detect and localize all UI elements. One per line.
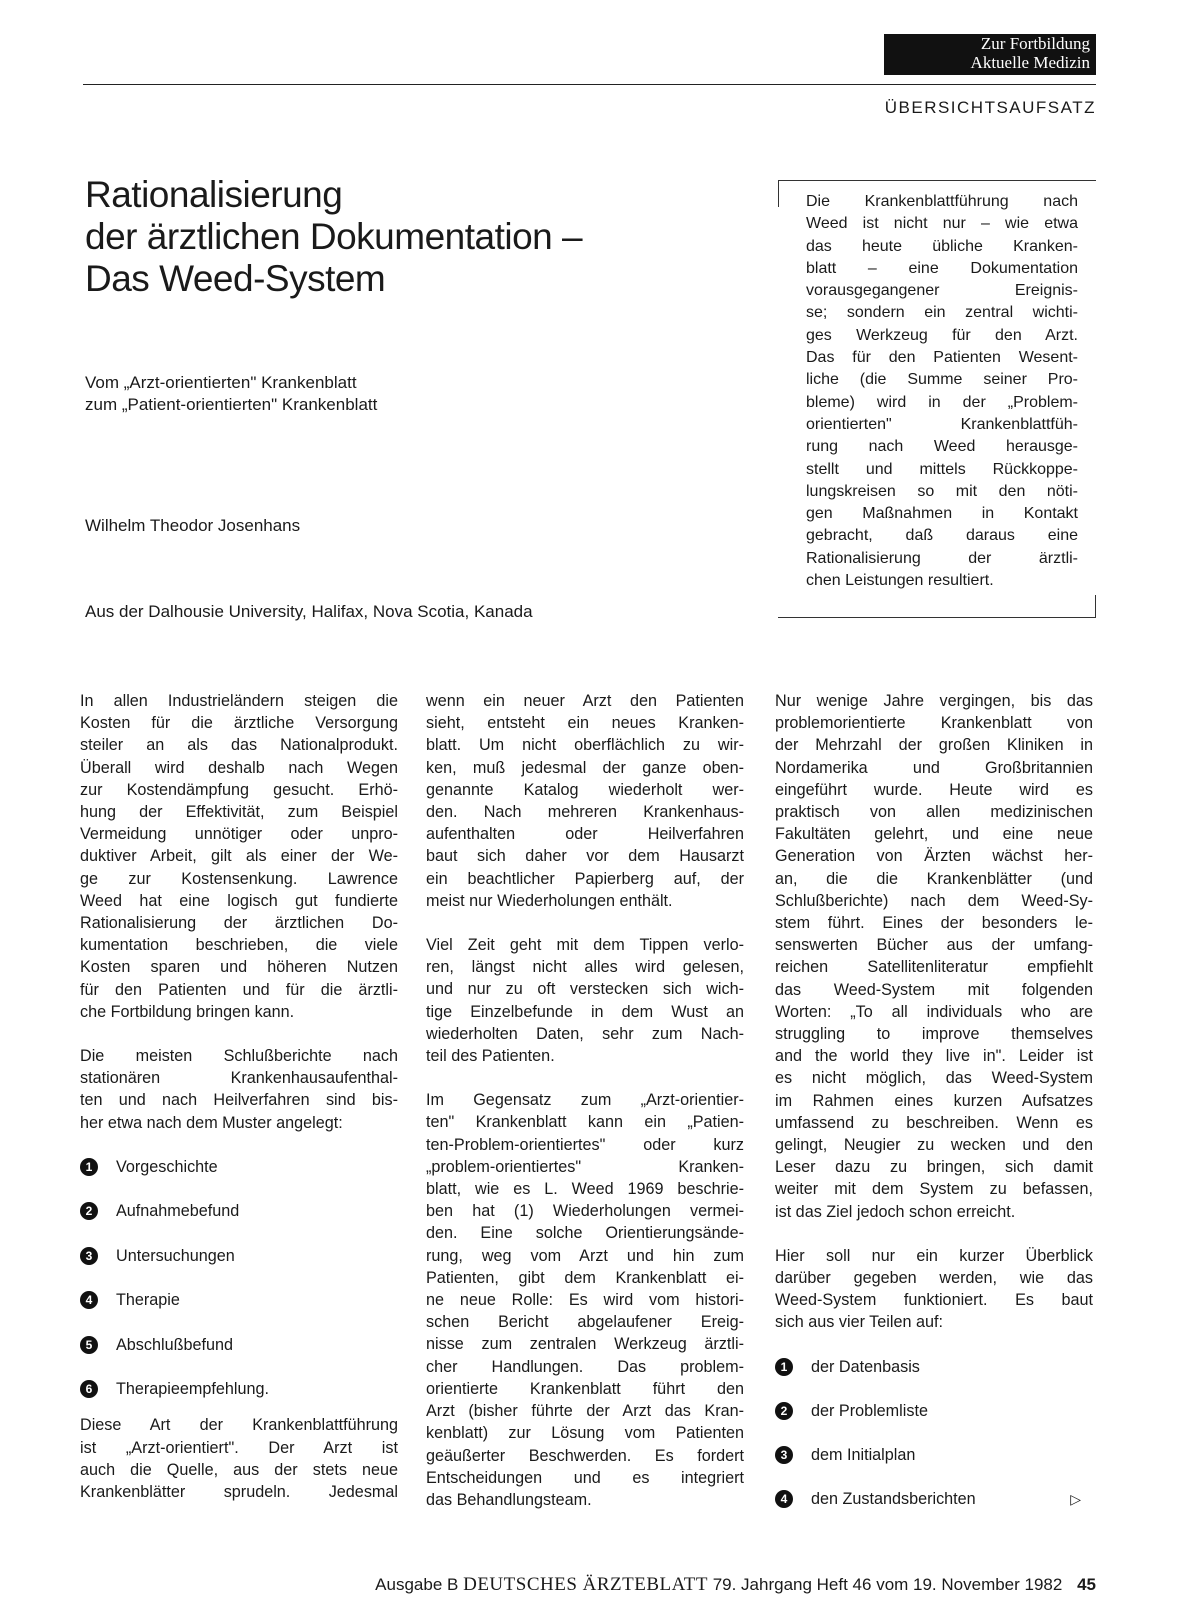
text-line: hung der Effektivität, zum Beispiel bbox=[80, 803, 398, 822]
list-item bbox=[80, 1334, 398, 1356]
section-badge-line1: Zur Fortbildung bbox=[980, 34, 1090, 53]
text-line: Viel Zeit geht mit dem Tippen verlo- bbox=[426, 936, 744, 955]
text-line: Diese Art der Krankenblattführung bbox=[80, 1416, 398, 1435]
text-line: In allen Industrieländern steigen die bbox=[80, 692, 398, 710]
text-line: teil des Patienten. bbox=[426, 1047, 555, 1066]
text-line: den. Eine solche Orientierungsände- bbox=[426, 1224, 744, 1243]
list-item bbox=[80, 1289, 398, 1311]
list-number-badge: 4 bbox=[775, 1490, 793, 1508]
text-line: ren, längst nicht alles wird gelesen, bbox=[426, 958, 744, 977]
list-item-label: Abschlußbefund bbox=[116, 1335, 233, 1354]
abstract-line: blatt – eine Dokumentation bbox=[806, 259, 1078, 277]
list-item bbox=[775, 1356, 1093, 1378]
list-item-label: der Datenbasis bbox=[811, 1357, 920, 1376]
text-line: Patienten, gibt dem Krankenblatt ei- bbox=[426, 1268, 744, 1287]
paragraph bbox=[775, 1245, 1093, 1334]
section-badge bbox=[884, 34, 1096, 75]
footer-journal: DEUTSCHES ÄRZTEBLATT bbox=[463, 1574, 708, 1595]
text-line: ne neue Rolle: Es wird vom histori- bbox=[426, 1291, 744, 1310]
list-item-label: Aufnahmebefund bbox=[116, 1202, 240, 1221]
abstract-line: Rationalisierung der ärztli- bbox=[806, 549, 1078, 567]
text-line: Nur wenige Jahre vergingen, bis das bbox=[775, 692, 1093, 710]
text-line: an, die die Krankenblätter (und bbox=[775, 869, 1093, 888]
list-number-badge: 3 bbox=[80, 1247, 98, 1265]
text-line: nisse zum zentralen Werkzeug ärztli- bbox=[426, 1335, 744, 1354]
author: Wilhelm Theodor Josenhans bbox=[85, 516, 301, 535]
abstract-line: chen Leistungen resultiert. bbox=[806, 572, 994, 590]
section-badge-line2: Aktuelle Medizin bbox=[970, 53, 1090, 72]
text-line: sieht, entsteht ein neues Kranken- bbox=[426, 714, 744, 733]
text-line: ten und nach Heilverfahren sind bis- bbox=[80, 1091, 398, 1110]
subtitle-line: Vom „Arzt-orientierten" Krankenblatt bbox=[85, 373, 357, 392]
abstract-line: orientierten" Krankenblattfüh- bbox=[806, 415, 1078, 433]
text-line: Hier soll nur ein kurzer Überblick bbox=[775, 1246, 1093, 1265]
subtitle-line: zum „Patient-orientierten" Krankenblatt bbox=[85, 395, 378, 414]
title-line: Rationalisierung bbox=[85, 174, 343, 215]
text-line: darüber gegeben werden, wie das bbox=[775, 1269, 1093, 1288]
text-line: ein beachtlicher Papierberg auf, der bbox=[426, 869, 744, 888]
text-line: Kosten für die ärztliche Versorgung bbox=[80, 714, 398, 733]
text-line: für den Patienten und für die ärztli- bbox=[80, 980, 398, 999]
text-line: problemorientierte Krankenblatt von bbox=[775, 714, 1093, 733]
text-line: weiter mit dem System zu befassen, bbox=[775, 1180, 1093, 1199]
column-3 bbox=[775, 690, 1093, 1532]
text-line: Weed-System funktioniert. Es baut bbox=[775, 1291, 1093, 1310]
abstract-text bbox=[806, 191, 1078, 592]
paragraph bbox=[80, 690, 398, 1023]
abstract-line: das heute übliche Kranken- bbox=[806, 237, 1078, 255]
text-line: auch die Quelle, aus der stets neue bbox=[80, 1460, 398, 1479]
text-line: Generation von Ärzten wächst her- bbox=[775, 847, 1093, 866]
text-line: und nur zu oft verstecken sich wich- bbox=[426, 980, 744, 999]
text-line: reichen Satellitenliteratur empfiehlt bbox=[775, 958, 1093, 977]
list-item-label: Therapie bbox=[116, 1291, 180, 1310]
text-line: gelingt, Neugier zu wecken und den bbox=[775, 1136, 1093, 1155]
text-line: kenblatt) zur Lösung vom Patienten bbox=[426, 1424, 744, 1443]
list-item bbox=[775, 1400, 1093, 1422]
text-line: eingeführt wurde. Heute wird es bbox=[775, 780, 1093, 799]
text-line: zur Kostendämpfung gesucht. Erhö- bbox=[80, 780, 398, 799]
abstract-line: gen Maßnahmen in Kontakt bbox=[806, 505, 1078, 523]
abstract-line: Weed ist nicht nur – wie etwa bbox=[806, 215, 1078, 233]
affiliation: Aus der Dalhousie University, Halifax, Nova Scotia, Kanada bbox=[85, 602, 533, 621]
text-line: orientierte Krankenblatt führt den bbox=[426, 1379, 744, 1398]
text-line: ge zur Kostensenkung. Lawrence bbox=[80, 869, 398, 888]
abstract-line: Die Krankenblattführung nach bbox=[806, 193, 1078, 210]
text-line: ist „Arzt-orientiert". Der Arzt ist bbox=[80, 1438, 398, 1457]
text-line: ten" Krankenblatt kann ein „Patien- bbox=[426, 1113, 744, 1132]
text-line: Schlußberichte) nach dem Weed-Sy- bbox=[775, 891, 1093, 910]
header-rule bbox=[83, 84, 1096, 85]
text-line: Nordamerika und Großbritannien bbox=[775, 758, 1093, 777]
text-line: Weed hat eine logisch gut fundierte bbox=[80, 891, 398, 910]
paragraph bbox=[80, 1414, 398, 1503]
abstract-line: lungskreisen so mit den nöti- bbox=[806, 482, 1078, 500]
list-item-label: dem Initialplan bbox=[811, 1445, 916, 1464]
text-line: Kosten sparen und höheren Nutzen bbox=[80, 958, 398, 977]
text-line: Vermeidung unnötiger oder unpro- bbox=[80, 825, 398, 844]
text-line: her etwa nach dem Muster angelegt: bbox=[80, 1113, 343, 1132]
text-line: wenn ein neuer Arzt den Patienten bbox=[426, 692, 744, 710]
column-1 bbox=[80, 690, 398, 1525]
list-number-badge: 3 bbox=[775, 1446, 793, 1464]
article-type: ÜBERSICHTSAUFSATZ bbox=[884, 98, 1096, 117]
text-line: ist das Ziel jedoch schon erreicht. bbox=[775, 1202, 1016, 1221]
text-line: Worten: „To all individuals who are bbox=[775, 1002, 1093, 1021]
abstract-line: gebracht, daß daraus eine bbox=[806, 527, 1078, 545]
page-footer bbox=[0, 1574, 1096, 1596]
abstract-line: liche (die Summe seiner Pro- bbox=[806, 371, 1078, 389]
abstract-line: se; sondern ein zentral wichti- bbox=[806, 304, 1078, 322]
text-line: and the world they live in". Leider ist bbox=[775, 1047, 1093, 1066]
text-line: im Rahmen eines kurzen Aufsatzes bbox=[775, 1091, 1093, 1110]
text-line: es nicht möglich, das Weed-System bbox=[775, 1069, 1093, 1088]
text-line: Überall wird deshalb nach Wegen bbox=[80, 758, 398, 777]
text-line: ken, muß jedesmal der ganze oben- bbox=[426, 758, 744, 777]
list-number-badge: 4 bbox=[80, 1291, 98, 1309]
text-line: blatt, wie es L. Weed 1969 beschrie- bbox=[426, 1180, 744, 1199]
paragraph bbox=[426, 934, 744, 1067]
list-number-badge: 5 bbox=[80, 1336, 98, 1354]
text-line: Rationalisierung der ärztlichen Do- bbox=[80, 914, 398, 933]
text-line: struggling to improve themselves bbox=[775, 1025, 1093, 1044]
paragraph bbox=[426, 1089, 744, 1511]
text-line: steiler an als das Nationalprodukt. bbox=[80, 736, 398, 755]
article-subtitle bbox=[85, 372, 377, 416]
abstract-line: stellt und mittels Rückkoppe- bbox=[806, 460, 1078, 478]
abstract-box bbox=[778, 180, 1096, 618]
text-line: praktisch von allen medizinischen bbox=[775, 803, 1093, 822]
text-line: wiederholten Daten, sehr zum Nach- bbox=[426, 1024, 744, 1043]
text-line: tige Einzelbefunde in dem Wust an bbox=[426, 1002, 744, 1021]
text-line: der Mehrzahl der großen Kliniken in bbox=[775, 736, 1093, 755]
text-line: duktiver Arbeit, gilt als einer der We- bbox=[80, 847, 398, 866]
text-line: che Fortbildung bringen kann. bbox=[80, 1002, 295, 1021]
text-line: Die meisten Schlußberichte nach bbox=[80, 1047, 398, 1066]
list-item bbox=[80, 1200, 398, 1222]
text-line: Fakultäten gelehrt, und eine neue bbox=[775, 825, 1093, 844]
text-line: ten-Problem-orientiertes" oder kurz bbox=[426, 1135, 744, 1154]
list-item-label: Untersuchungen bbox=[116, 1246, 235, 1265]
text-line: ben hat (1) Wiederholungen vermei- bbox=[426, 1202, 744, 1221]
text-line: senswerten Bücher aus der umfang- bbox=[775, 936, 1093, 955]
text-line: kumentation beschrieben, die viele bbox=[80, 936, 398, 955]
list-item bbox=[775, 1444, 1093, 1466]
list-item-label: Therapieempfehlung. bbox=[116, 1380, 269, 1399]
text-line: den. Nach mehreren Krankenhaus- bbox=[426, 803, 744, 822]
text-line: stationären Krankenhausaufenthal- bbox=[80, 1069, 398, 1088]
abstract-line: rung nach Weed herausge- bbox=[806, 438, 1078, 456]
list-number-badge: 1 bbox=[80, 1158, 98, 1176]
list-number-badge: 2 bbox=[775, 1402, 793, 1420]
list-item bbox=[80, 1156, 398, 1178]
paragraph bbox=[426, 690, 744, 912]
text-line: Entscheidungen und es integriert bbox=[426, 1468, 744, 1487]
text-line: aufenthalten oder Heilverfahren bbox=[426, 825, 744, 844]
numbered-list bbox=[80, 1156, 398, 1401]
paragraph bbox=[775, 690, 1093, 1223]
text-line: „problem-orientiertes" Kranken- bbox=[426, 1157, 744, 1176]
text-line: meist nur Wiederholungen enthält. bbox=[426, 891, 673, 910]
footer-issue: 79. Jahrgang Heft 46 vom 19. November 1982 bbox=[712, 1575, 1063, 1594]
article-title bbox=[85, 174, 582, 300]
column-2 bbox=[426, 690, 744, 1533]
text-line: das Behandlungsteam. bbox=[426, 1490, 592, 1509]
text-line: rung, weg vom Arzt und hin zum bbox=[426, 1246, 744, 1265]
text-line: das Weed-System mit folgenden bbox=[775, 980, 1093, 999]
list-item bbox=[775, 1488, 1093, 1510]
abstract-line: vorausgegangener Ereignis- bbox=[806, 282, 1078, 300]
list-item-label: der Problemliste bbox=[811, 1401, 928, 1420]
text-line: cher Handlungen. Das problem- bbox=[426, 1357, 744, 1376]
list-number-badge: 6 bbox=[80, 1380, 98, 1398]
list-number-badge: 2 bbox=[80, 1202, 98, 1220]
text-line: Krankenblätter sprudeln. Jedesmal bbox=[80, 1482, 398, 1501]
title-line: Das Weed-System bbox=[85, 258, 386, 299]
abstract-line: bleme) wird in der „Problem- bbox=[806, 393, 1078, 411]
text-line: stem führt. Eines der besonders le- bbox=[775, 914, 1093, 933]
text-line: sich aus vier Teilen auf: bbox=[775, 1313, 943, 1332]
footer-edition: Ausgabe B bbox=[375, 1575, 459, 1594]
list-number-badge: 1 bbox=[775, 1358, 793, 1376]
text-line: geäußerter Beschwerden. Es fordert bbox=[426, 1446, 744, 1465]
page-number: 45 bbox=[1077, 1575, 1096, 1594]
text-line: Arzt (bisher führte der Arzt das Kran- bbox=[426, 1402, 744, 1421]
abstract-line: Das für den Patienten Wesent- bbox=[806, 349, 1078, 367]
continue-arrow-icon: ▷ bbox=[1070, 1490, 1081, 1507]
list-item-label: Vorgeschichte bbox=[116, 1157, 218, 1176]
text-line: Im Gegensatz zum „Arzt-orientier- bbox=[426, 1091, 744, 1110]
text-line: Leser dazu zu bringen, sich damit bbox=[775, 1158, 1093, 1177]
numbered-list bbox=[775, 1356, 1093, 1510]
text-line: umfassend zu beschreiben. Wenn es bbox=[775, 1113, 1093, 1132]
text-line: blatt. Um nicht oberflächlich zu wir- bbox=[426, 736, 744, 755]
title-line: der ärztlichen Dokumentation – bbox=[85, 216, 583, 257]
list-item bbox=[80, 1245, 398, 1267]
paragraph bbox=[80, 1045, 398, 1134]
list-item bbox=[80, 1378, 398, 1400]
text-line: genannte Katalog wiederholt wer- bbox=[426, 780, 744, 799]
text-line: baut sich daher vor dem Hausarzt bbox=[426, 847, 744, 866]
abstract-line: ges Werkzeug für den Arzt. bbox=[806, 326, 1078, 344]
list-item-label: den Zustandsberichten bbox=[811, 1489, 976, 1508]
text-line: schen Bericht abgelaufener Ereig- bbox=[426, 1313, 744, 1332]
